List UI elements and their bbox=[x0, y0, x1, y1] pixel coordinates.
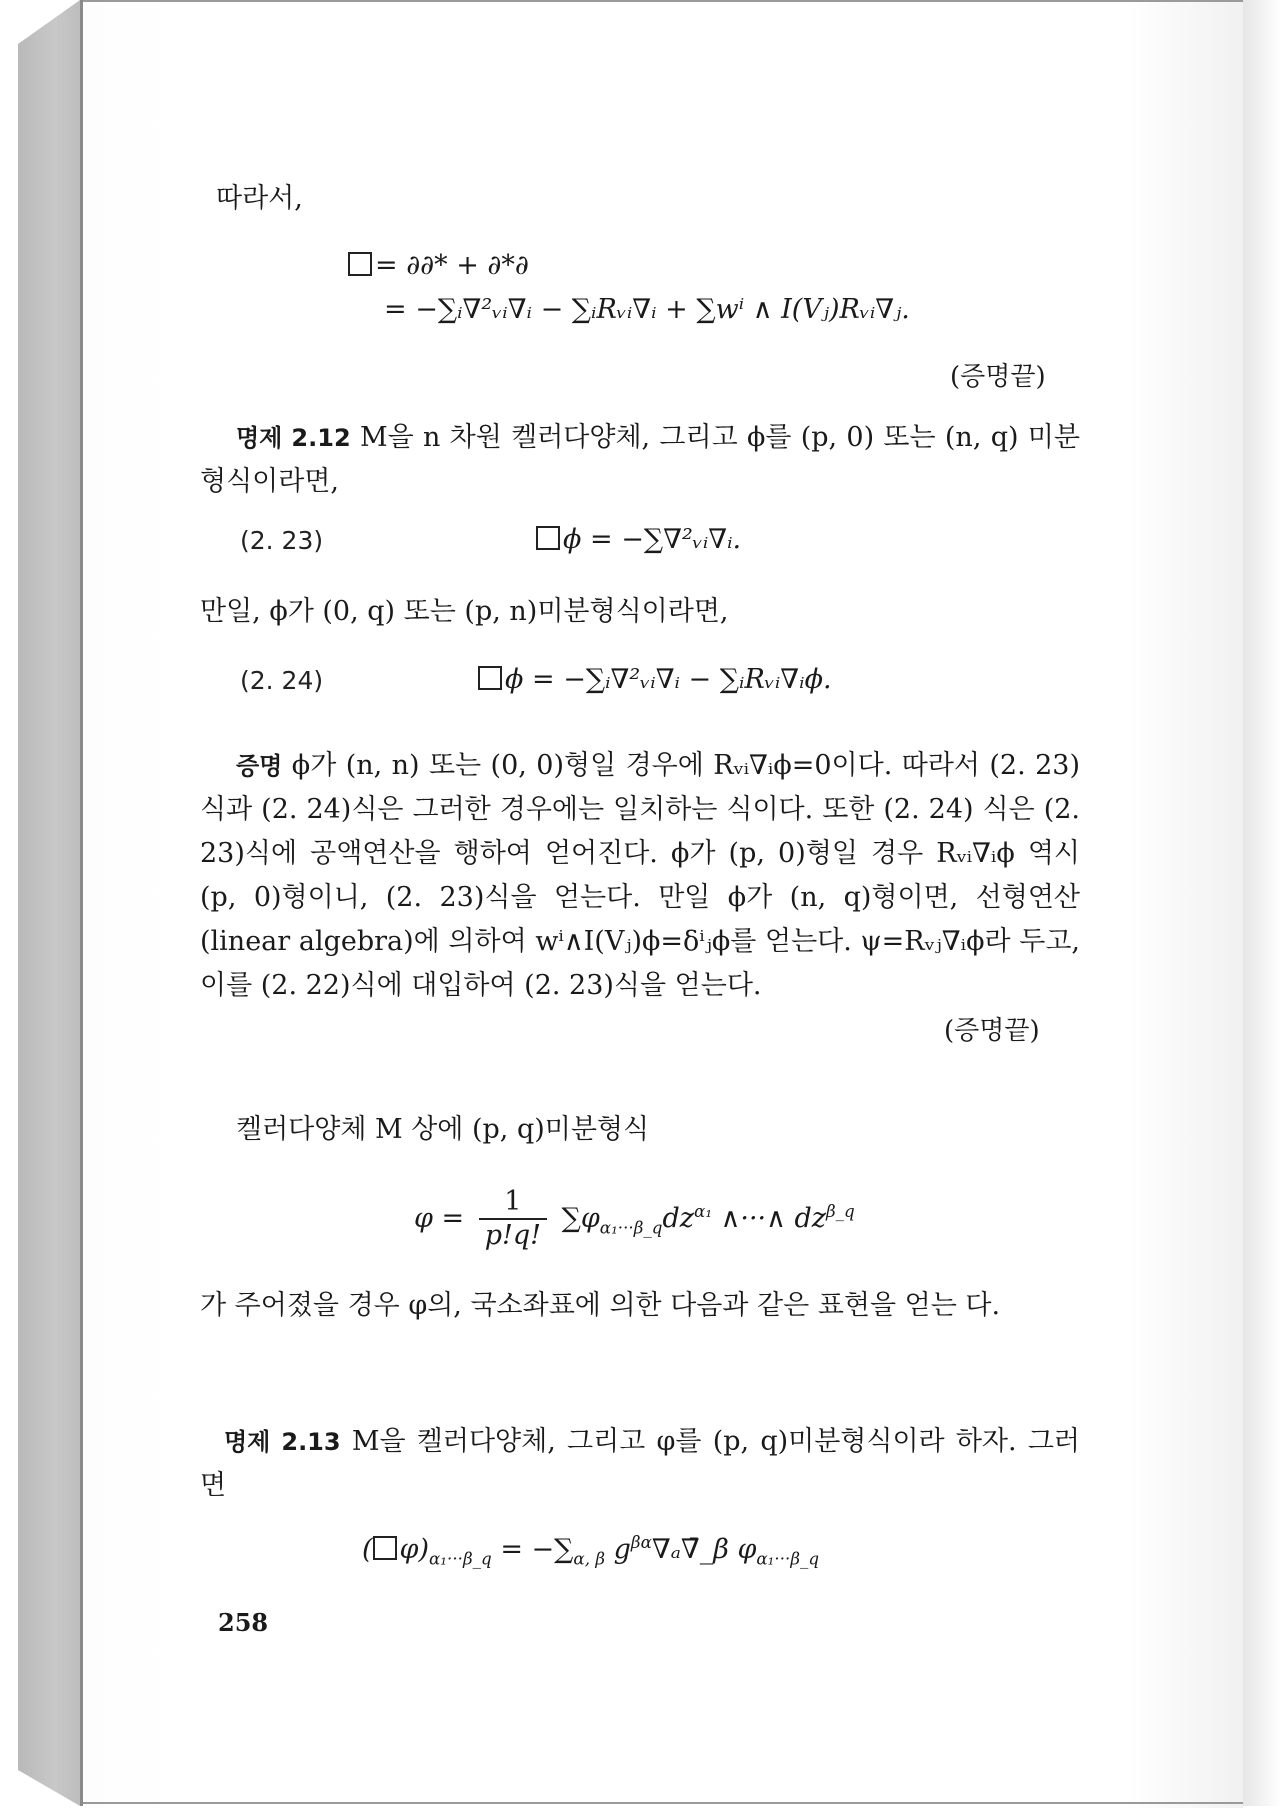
proposition-2-12-text: M을 n 차원 켈러다양체, 그리고 ϕ를 (p, 0) 또는 (n, q) 미분형식이라면, bbox=[200, 422, 1080, 497]
qed-marker-2: (증명끝) bbox=[944, 1016, 1040, 1046]
proof-paragraph bbox=[200, 744, 1080, 1008]
equation-laplacian-line2: = −∑ᵢ∇²ᵥᵢ∇ᵢ − ∑ᵢRᵥᵢ∇ᵢ + ∑wⁱ ∧ I(Vⱼ)Rᵥᵢ∇ⱼ. bbox=[384, 294, 910, 325]
box-operator-icon bbox=[373, 1536, 397, 1560]
page-number: 258 bbox=[218, 1608, 269, 1637]
proposition-2-13-text: M을 켈러다양체, 그리고 φ를 (p, q)미분형식이라 하자. 그러면 bbox=[200, 1426, 1080, 1501]
text-if-case: 만일, ϕ가 (0, q) 또는 (p, n)미분형식이라면, bbox=[200, 596, 729, 627]
equation-2-23: ϕ = −∑∇²ᵥᵢ∇ᵢ. bbox=[536, 524, 741, 556]
page-right-shadow bbox=[1243, 0, 1281, 1806]
fraction: $\frac{1}{p!q!}$ bbox=[479, 1186, 547, 1253]
proposition-2-12 bbox=[200, 416, 1080, 504]
text-kahler-manifold: 켈러다양체 M 상에 (p, q)미분형식 bbox=[236, 1114, 650, 1145]
proof-label: 증명 bbox=[236, 752, 283, 780]
equation-2-13: ( $\varphi)_{\alpha_1\cdot\cdot\cdot\beta\_q} = -\sum_{\alpha, \beta}$ $g^{\beta\alpha}\nabla_a\nablā\_\beta$ $\varphi_{\alpha_1\cdot\cdot\cdot\beta\_q}$ bbox=[362, 1532, 820, 1569]
equation-phi-form: φ = $\frac{1}{p!q!}$ $\sum\varphi_{\alpha_1\cdot\cdot\cdot\beta\_q}dz^{\alpha_1}$ ∧···∧ $dz^{\beta\_q}$ bbox=[414, 1186, 855, 1252]
proof-text: ϕ가 (n, n) 또는 (0, 0)형일 경우에 Rᵥᵢ∇ᵢϕ=0이다. 따라서 (2. 23)식과 (2. 24)식은 그러한 경우에는 일치하는 식이다. 또한 (2. 24) 식은 (2. 23)식에 공액연산을 행하여 얻어진다. ϕ가 (p, 0)형일 경우 Rᵥᵢ∇ᵢϕ 역시 (p, 0)형이니, (2. 23)식을 얻는다. 만일 ϕ가 (n, q)형이면, 선형연산(linear algebra)에 의하여 wⁱ∧I(Vⱼ)ϕ=δⁱⱼϕ를 얻는다. ψ=Rᵥⱼ∇ᵢϕ라 두고, 이를 (2. 22)식에 대입하여 (2. 23)식을 얻는다. bbox=[200, 750, 1080, 1001]
equation-number-2-23: (2. 23) bbox=[240, 526, 324, 555]
qed-marker: (증명끝) bbox=[950, 362, 1046, 392]
proposition-2-12-label: 명제 2.12 bbox=[236, 424, 351, 452]
box-operator-icon bbox=[348, 252, 372, 276]
equation-2-24: ϕ = −∑ᵢ∇²ᵥᵢ∇ᵢ − ∑ᵢRᵥᵢ∇ᵢϕ. bbox=[478, 664, 832, 696]
page-bottom-edge bbox=[83, 1802, 1243, 1804]
equation-laplacian-line1: = ∂∂* + ∂*∂ bbox=[348, 250, 529, 282]
text-given-phi: 가 주어졌을 경우 φ의, 국소좌표에 의한 다음과 같은 표현을 얻는 다. bbox=[200, 1290, 1001, 1321]
box-operator-icon bbox=[478, 666, 502, 690]
intro-text: 따라서, bbox=[216, 183, 303, 214]
box-operator-icon bbox=[536, 526, 560, 550]
proposition-2-13-label: 명제 2.13 bbox=[224, 1428, 341, 1456]
proposition-2-13 bbox=[200, 1420, 1080, 1508]
equation-number-2-24: (2. 24) bbox=[240, 666, 324, 695]
book-spine bbox=[18, 0, 80, 1806]
